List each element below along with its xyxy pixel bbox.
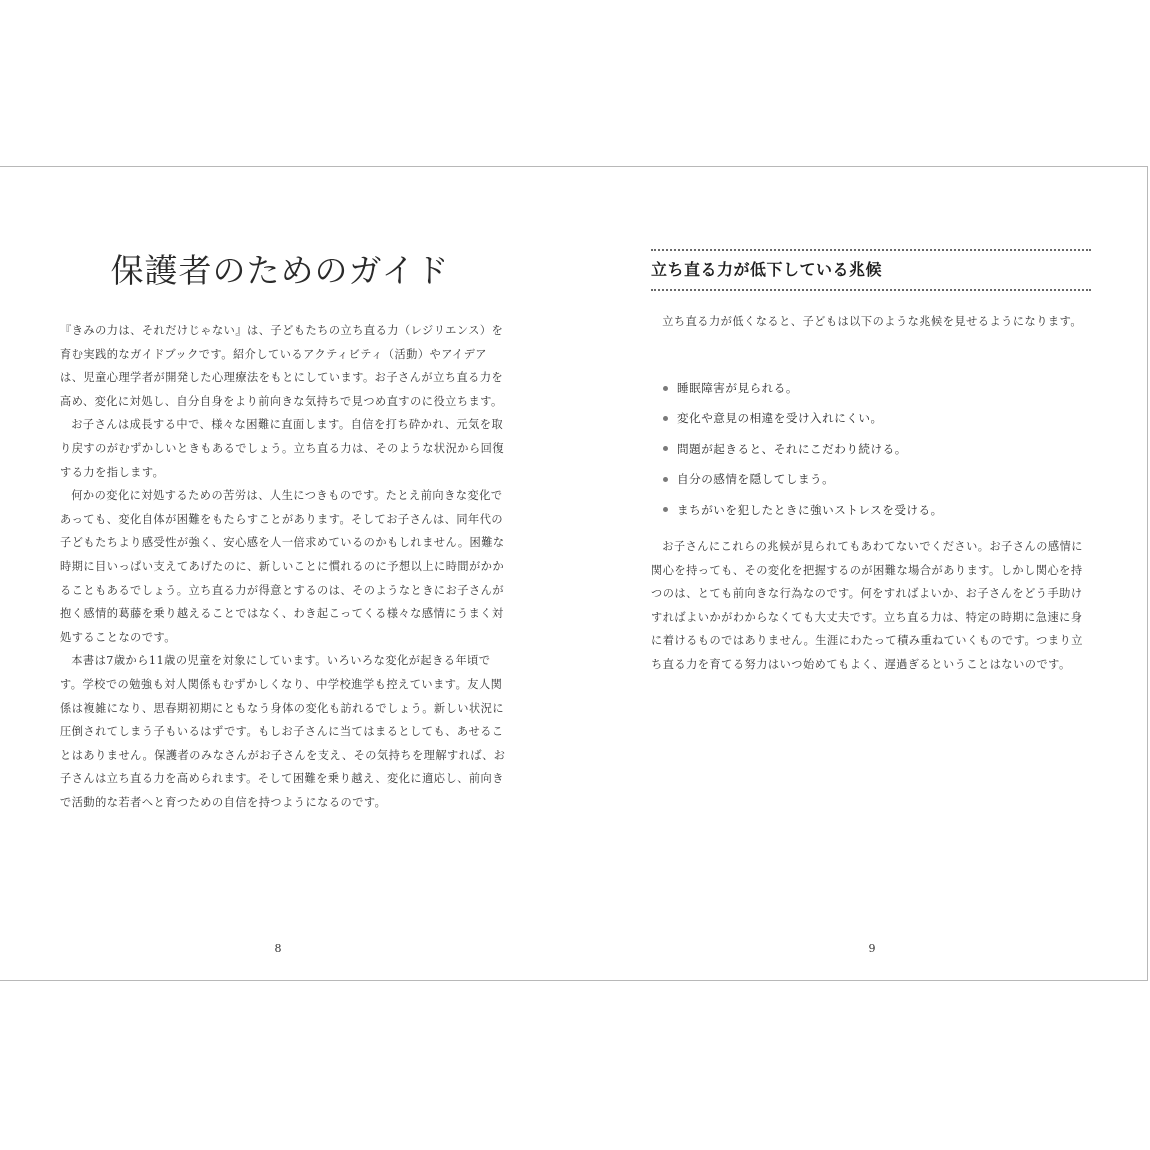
list-item xyxy=(663,403,1083,433)
list-item xyxy=(663,434,1083,464)
bullet-icon xyxy=(663,507,668,512)
list-item xyxy=(663,464,1083,494)
page-title: 保護者のためのガイド xyxy=(110,251,450,290)
paragraph: 何かの変化に対処するための苦労は、人生につきものです。たとえ前向きな変化であっても、変化自体が困難をもたらすことがあります。そしてお子さんは、同年代の子どもたちより感受性が強く、安心感を人一倍求めているのかもしれません。困難な時期に目いっぱい支えてあげたのに、新しいことに慣れるのに予想以上に時間がかかることもあるでしょう。立ち直る力が得意とするのは、そのようなときにお子さんが抱く感情的葛藤を乗り越えることではなく、わき起こってくる様々な感情にうまく対処することなのです。 xyxy=(60,489,505,644)
list-item xyxy=(663,495,1083,525)
right-page xyxy=(575,167,1148,980)
list-item-text: まちがいを犯したときに強いストレスを受ける。 xyxy=(677,502,943,517)
paragraph: お子さんは成長する中で、様々な困難に直面します。自信を打ち砕かれ、元気を取り戻すのがむずかしいときもあるでしょう。立ち直る力は、そのような状況から回復する力を指します。 xyxy=(60,418,505,479)
left-page xyxy=(0,167,575,980)
dotted-divider-bottom xyxy=(651,289,1091,291)
bullet-icon xyxy=(663,446,668,451)
bullet-icon xyxy=(663,477,668,482)
book-spread xyxy=(0,166,1148,981)
list-item-text: 睡眠障害が見られる。 xyxy=(677,381,798,395)
intro-paragraph: 立ち直る力が低くなると、子どもは以下のような兆候を見せるようになります。 xyxy=(662,315,1083,328)
list-item-text: 変化や意見の相違を受け入れにくい。 xyxy=(677,411,883,426)
signs-list xyxy=(663,373,1083,525)
paragraph: 本書は7歳から11歳の児童を対象にしています。いろいろな変化が起きる年頃です。学校での勉強も対人関係もむずかしくなり、中学校進学も控えています。友人関係は複雑になり、思春期初期にともなう身体の変化も訪れるでしょう。新しい状況に圧倒されてしまう子もいるはずです。もしお子さんに当てはまるとしても、あせることはありません。保護者のみなさんがお子さんを支え、その気持ちを理解すれば、お子さんは立ち直る力を高められます。そして困難を乗り越え、変化に適応し、前向きで活動的な若者へと育つための自信を持つようになるのです。 xyxy=(60,654,506,809)
left-body-text xyxy=(60,319,508,814)
bullet-icon xyxy=(663,386,668,391)
section-heading: 立ち直る力が低下している兆候 xyxy=(651,260,883,279)
body-paragraph: お子さんにこれらの兆候が見られてもあわてないでください。お子さんの感情に関心を持っても、その変化を把握するのが困難な場合があります。しかし関心を持つのは、とても前向きな行為なのです。何をすればよいか、お子さんをどう手助けすればよいかがわからなくても大丈夫です。立ち直る力は、特定の時期に急速に身に着けるものではありません。生涯にわたって積み重ねていくものです。つまり立ち直る力を育てる努力はいつ始めてもよく、遅過ぎるということはないのです。 xyxy=(651,540,1083,671)
page-number-right: 9 xyxy=(868,942,876,955)
paragraph: 『きみの力は、それだけじゃない』は、子どもたちの立ち直る力（レジリエンス）を育む実践的なガイドブックです。紹介しているアクティビティ（活動）やアイデアは、児童心理学者が開発した心理療法をもとにしています。お子さんが立ち直る力を高め、変化に対処し、自分自身をより前向きな気持ちで見つめ直すのに役立ちます。 xyxy=(60,324,504,408)
list-item-text: 問題が起きると、それにこだわり続ける。 xyxy=(677,441,907,456)
list-item xyxy=(663,373,1083,403)
page-number-left: 8 xyxy=(274,942,282,955)
list-item-text: 自分の感情を隠してしまう。 xyxy=(677,472,835,487)
bullet-icon xyxy=(663,416,668,421)
dotted-divider-top xyxy=(651,249,1091,251)
